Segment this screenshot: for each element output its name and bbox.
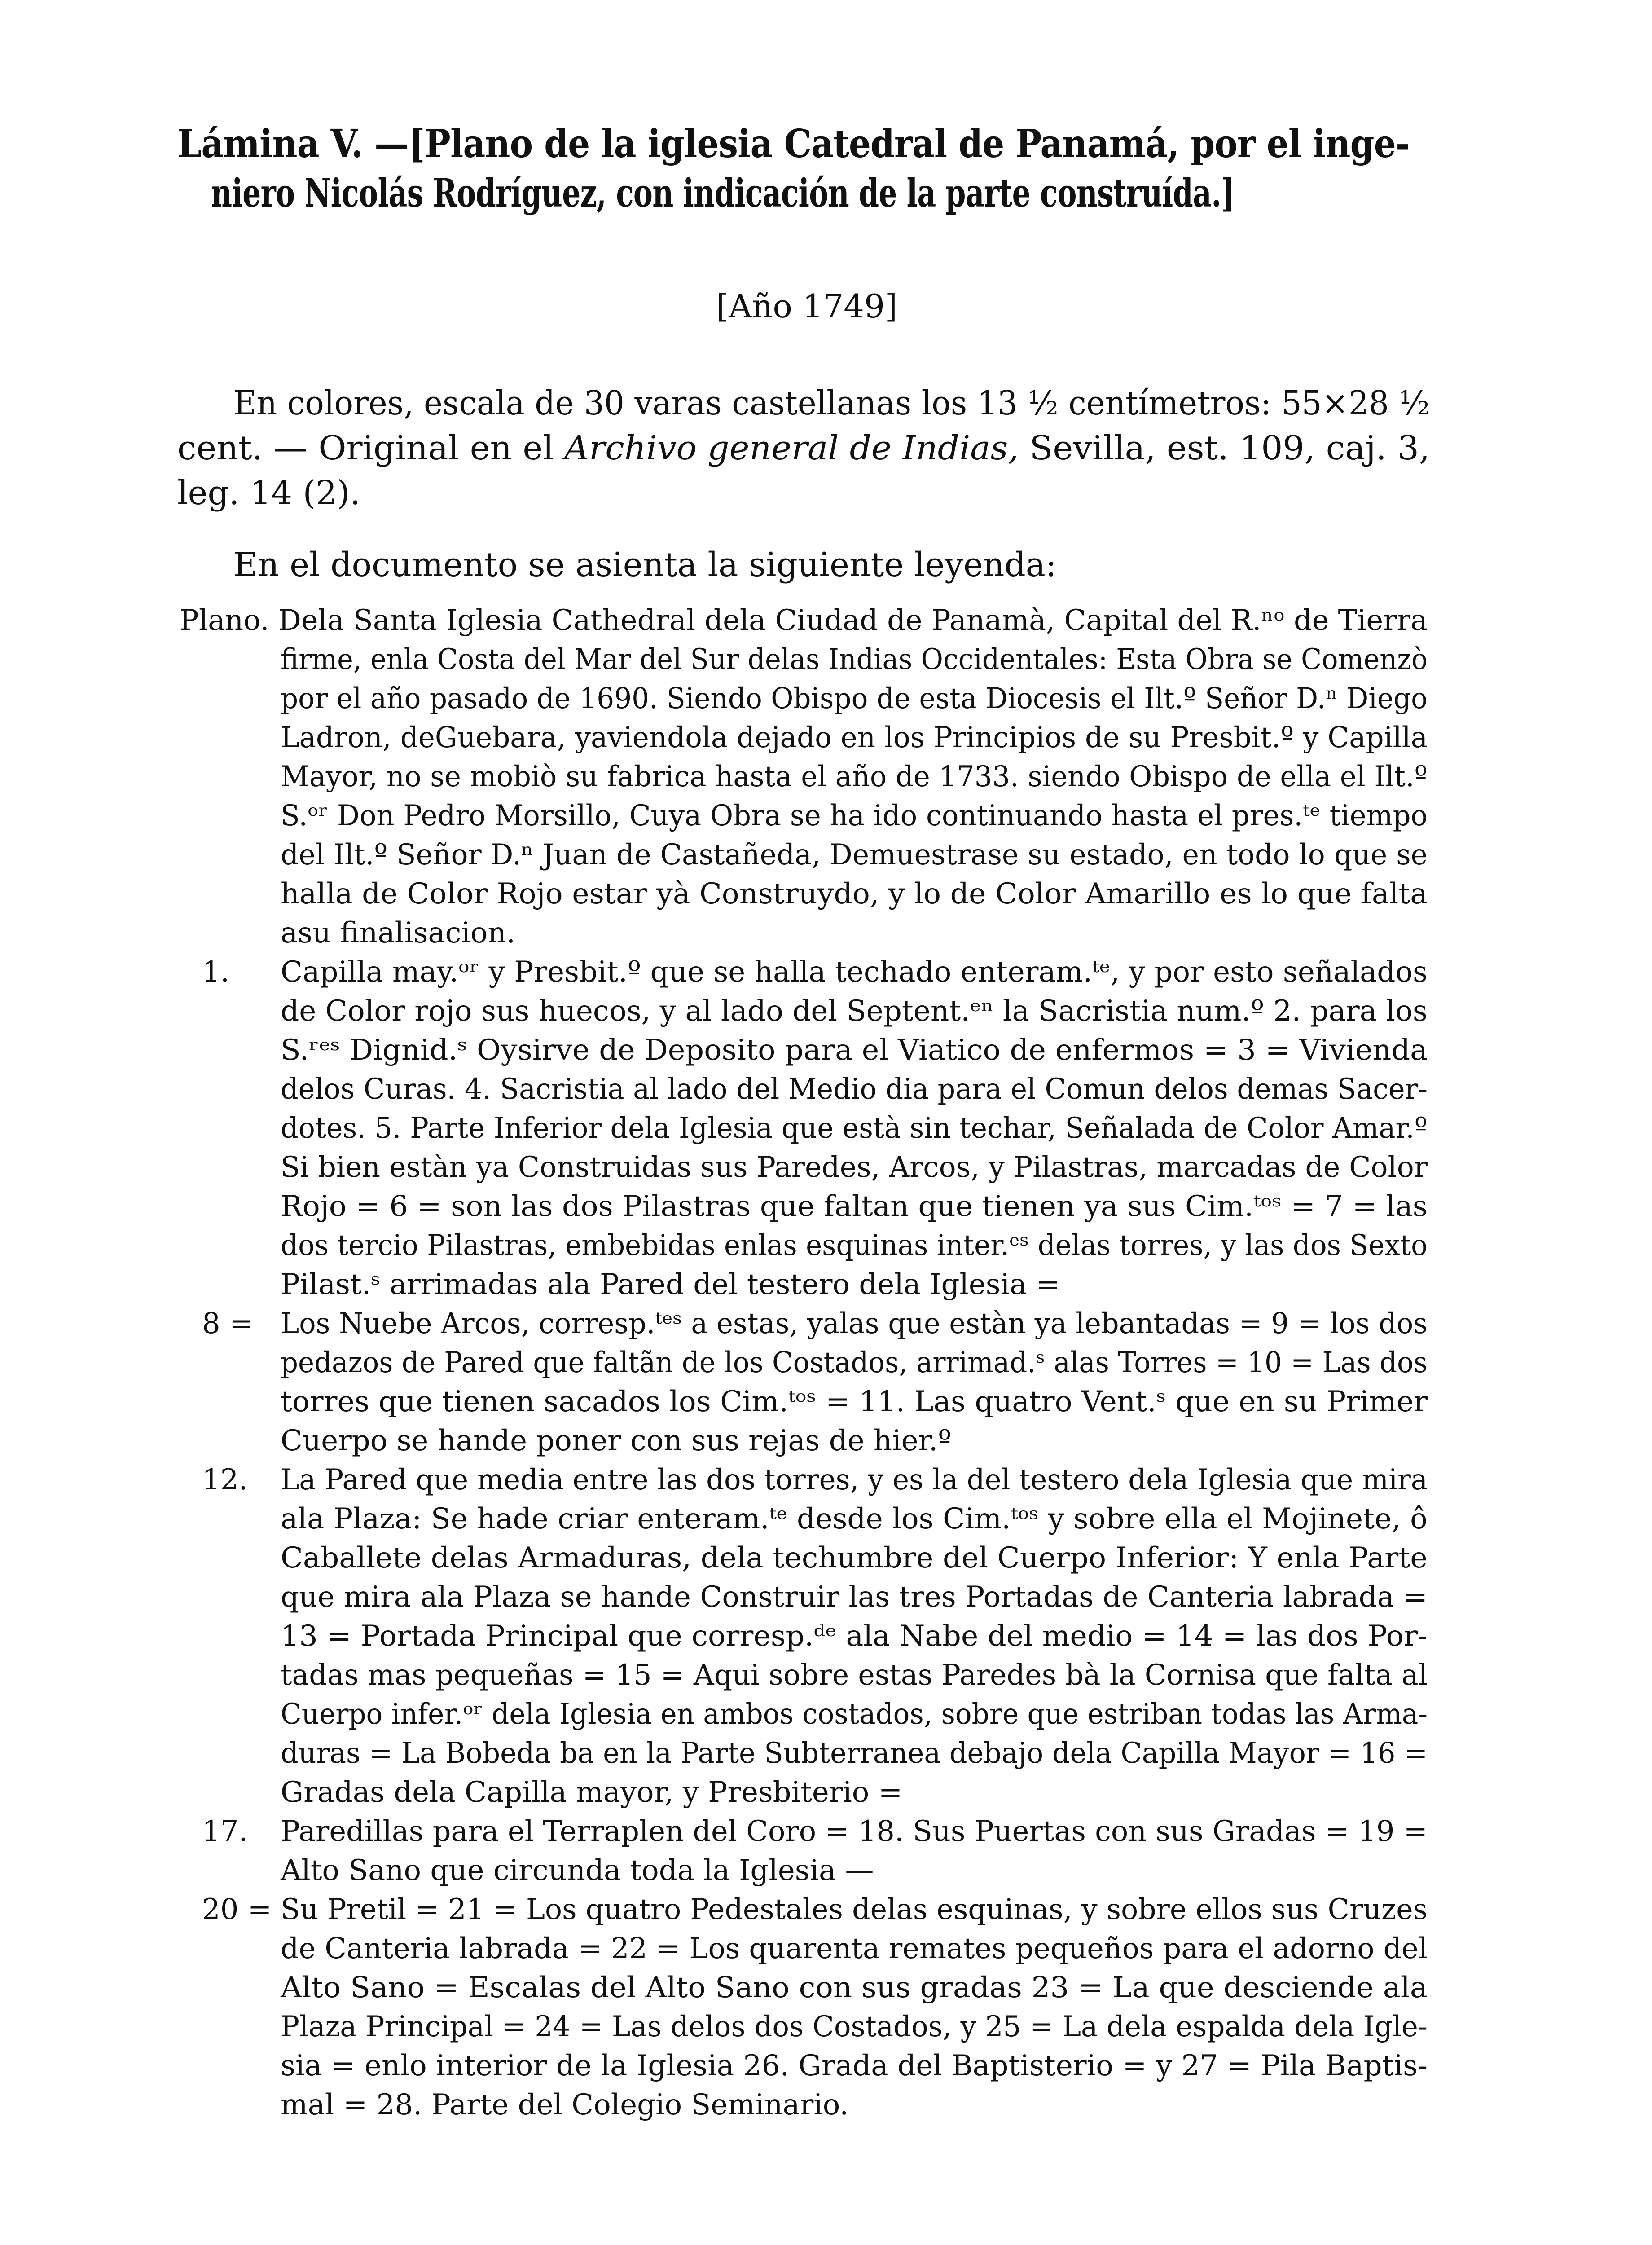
- legend-item-line: Su Pretil = 21 = Los quatro Pedestales delas esquinas, y sobre ellos sus Cruzes: [281, 1893, 1428, 1926]
- legend-item-line: de Color rojo sus huecos, y al lado del Septent.ᵉⁿ la Sacristia num.º 2. para los: [281, 995, 1428, 1028]
- description-line-2-start: cent. — Original en el: [177, 429, 565, 467]
- legend-item-line: sia = enlo interior de la Iglesia 26. Grada del Baptisterio = y 27 = Pila Baptis-: [281, 2049, 1428, 2082]
- legend-item-line: Alto Sano = Escalas del Alto Sano con sus gradas 23 = La que desciende ala: [281, 1971, 1428, 2004]
- legend-item-line: que mira ala Plaza se hande Construir las tres Portadas de Canteria labrada =: [281, 1580, 1428, 1614]
- legend-intro-line: asu finalisacion.: [281, 916, 515, 950]
- legend-item-number: 1.: [202, 955, 230, 989]
- description-line-4: En el documento se asienta la siguiente leyenda:: [233, 546, 1057, 584]
- legend-item-line: Rojo = 6 = son las dos Pilastras que faltan que tienen ya sus Cim.ᵗᵒˢ = 7 = las: [281, 1190, 1428, 1223]
- legend-intro-line: Ladron, deGuebara, yaviendola dejado en los Principios de su Presbit.º y Capilla: [281, 721, 1428, 754]
- legend-item-line: S.ʳᵉˢ Dignid.ˢ Oysirve de Deposito para el Viatico de enfermos = 3 = Vivienda: [281, 1034, 1428, 1067]
- legend-item-line: Cuerpo infer.ᵒʳ dela Iglesia en ambos costados, sobre que estriban todas las Arma-: [281, 1698, 1428, 1731]
- description-line-2: [177, 429, 1430, 467]
- legend-intro-line: Plano. Dela Santa Iglesia Cathedral dela Ciudad de Panamà, Capital del R.ⁿᵒ de Tierra: [180, 604, 1428, 637]
- plate-title-line-2: niero Nicolás Rodríguez, con indicación de la parte construída.]: [211, 171, 1235, 216]
- legend-item-line: 13 = Portada Principal que corresp.ᵈᵉ ala Nabe del medio = 14 = las dos Por-: [281, 1620, 1428, 1653]
- legend-item-line: Alto Sano que circunda toda la Iglesia —: [281, 1854, 874, 1887]
- legend-item-number: 17.: [202, 1815, 248, 1848]
- legend-item-line: mal = 28. Parte del Colegio Seminario.: [281, 2088, 849, 2122]
- plate-title-line-1: Lámina V. —[Plano de la iglesia Catedral de Panamá, por el inge-: [177, 121, 1410, 167]
- description-line-1: En colores, escala de 30 varas castellanas los 13 ½ centímetros: 55×28 ½: [233, 384, 1430, 423]
- legend-item-line: duras = La Bobeda ba en la Parte Subterranea debajo dela Capilla Mayor = 16 =: [281, 1737, 1428, 1770]
- legend-item-line: Si bien estàn ya Construidas sus Paredes, Arcos, y Pilastras, marcadas de Color: [281, 1151, 1428, 1184]
- description-line-2-end: Sevilla, est. 109, caj. 3,: [1019, 429, 1430, 467]
- legend-item-line: Pilast.ˢ arrimadas ala Pared del testero dela Iglesia =: [281, 1268, 1060, 1301]
- archive-name: Archivo general de Indias,: [564, 429, 1019, 467]
- legend-intro-line: firme, enla Costa del Mar del Sur delas Indias Occidentales: Esta Obra se Comenzò: [281, 643, 1428, 676]
- description-line-3: leg. 14 (2).: [177, 474, 360, 512]
- legend-item-line: La Pared que media entre las dos torres, y es la del testero dela Iglesia que mira: [281, 1463, 1428, 1497]
- legend-item-line: Caballete delas Armaduras, dela techumbre del Cuerpo Inferior: Y enla Parte: [281, 1541, 1428, 1575]
- legend-intro-line: por el año pasado de 1690. Siendo Obispo de esta Diocesis el Ilt.º Señor D.ⁿ Diego: [281, 682, 1428, 715]
- legend-intro-line: halla de Color Rojo estar yà Construydo, y lo de Color Amarillo es lo que falta: [281, 877, 1428, 911]
- legend-item-line: de Canteria labrada = 22 = Los quarenta remates pequeños para el adorno del: [281, 1932, 1428, 1965]
- legend-item-line: tadas mas pequeñas = 15 = Aqui sobre estas Paredes bà la Cornisa que falta al: [281, 1659, 1428, 1692]
- legend-item-number: 12.: [202, 1463, 248, 1497]
- legend-item-line: Plaza Principal = 24 = Las delos dos Costados, y 25 = La dela espalda dela Igle-: [281, 2010, 1428, 2043]
- legend-item-line: Cuerpo se hande poner con sus rejas de hier.º: [281, 1424, 952, 1457]
- legend-item-line: Capilla may.ᵒʳ y Presbit.º que se halla techado enteram.ᵗᵉ, y por esto señalados: [281, 955, 1428, 989]
- legend-intro-line: S.ᵒʳ Don Pedro Morsillo, Cuya Obra se ha ido continuando hasta el pres.ᵗᵉ tiempo: [281, 799, 1428, 832]
- legend-item-line: delos Curas. 4. Sacristia al lado del Medio dia para el Comun delos demas Sacer-: [281, 1073, 1428, 1106]
- legend-item-line: torres que tienen sacados los Cim.ᵗᵒˢ = 11. Las quatro Vent.ˢ que en su Primer: [281, 1385, 1428, 1418]
- legend-item-line: ala Plaza: Se hade criar enteram.ᵗᵉ desde los Cim.ᵗᵒˢ y sobre ella el Mojinete, ô: [281, 1502, 1428, 1536]
- legend-item-line: dos tercio Pilastras, embebidas enlas esquinas inter.ᵉˢ delas torres, y las dos Sexto: [281, 1229, 1428, 1262]
- legend-item-number: 8 =: [202, 1307, 254, 1340]
- legend-item-line: Gradas dela Capilla mayor, y Presbiterio =: [281, 1776, 903, 1809]
- legend-item-line: Los Nuebe Arcos, corresp.ᵗᵉˢ a estas, yalas que estàn ya lebantadas = 9 = los dos: [281, 1307, 1428, 1340]
- legend-item-line: pedazos de Pared que faltãn de los Costados, arrimad.ˢ alas Torres = 10 = Las dos: [281, 1346, 1428, 1379]
- plate-year: [Año 1749]: [716, 287, 898, 325]
- legend-intro-line: Mayor, no se mobiò su fabrica hasta el año de 1733. siendo Obispo de ella el Ilt.º: [281, 760, 1428, 793]
- legend-item-number: 20 =: [202, 1893, 272, 1926]
- legend-intro-line: del Ilt.º Señor D.ⁿ Juan de Castañeda, Demuestrase su estado, en todo lo que se: [281, 838, 1428, 872]
- legend-item-line: dotes. 5. Parte Inferior dela Iglesia que està sin techar, Señalada de Color Amar.º: [281, 1112, 1428, 1145]
- legend-item-line: Paredillas para el Terraplen del Coro = 18. Sus Puertas con sus Gradas = 19 =: [281, 1815, 1428, 1848]
